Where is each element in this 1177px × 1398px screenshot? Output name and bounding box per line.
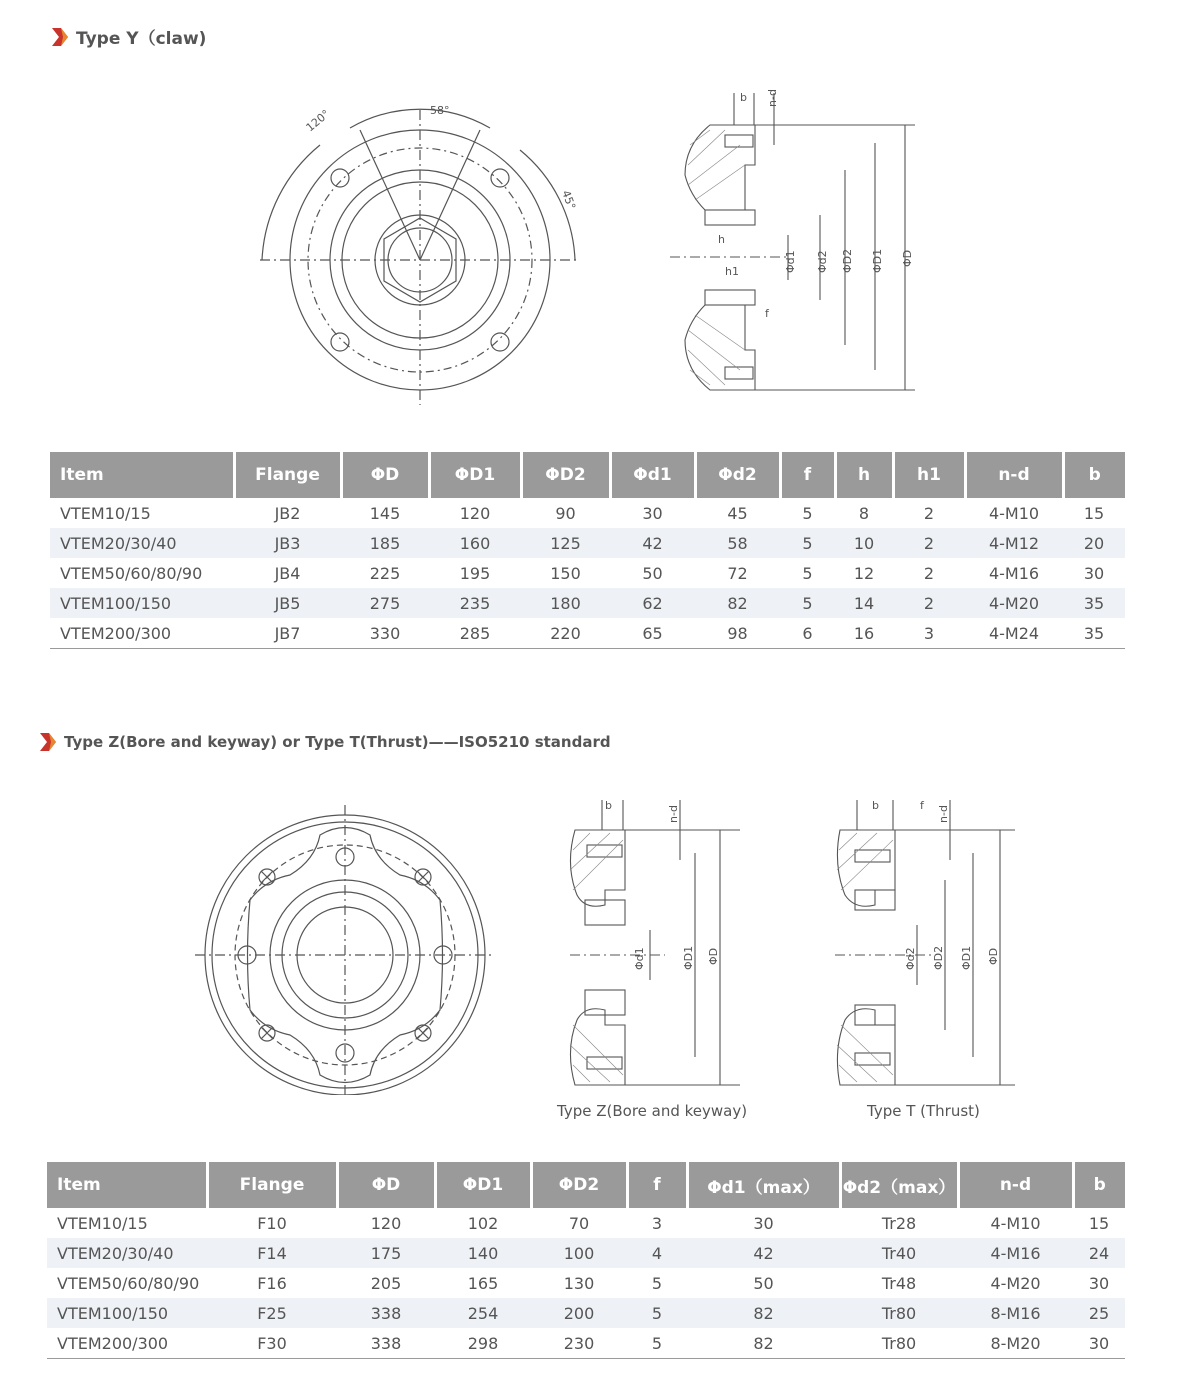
table-cell: 200 xyxy=(531,1298,627,1328)
table-cell: 30 xyxy=(753,1213,774,1233)
table-cell: 4-M16 xyxy=(988,563,1040,583)
table-cell: VTEM10/15 xyxy=(60,503,151,523)
table-cell: VTEM50/60/80/90 xyxy=(60,563,203,583)
column-header: n-d xyxy=(958,1162,1073,1208)
dim-b-label: b xyxy=(872,799,879,812)
column-header: Φd2 xyxy=(695,452,780,498)
column-header: ΦD xyxy=(341,452,429,498)
table-cell: VTEM200/300 xyxy=(50,618,234,649)
dim-d1-label: Φd1 xyxy=(784,250,797,273)
table-cell: VTEM20/30/40 xyxy=(47,1238,207,1268)
table-cell: 180 xyxy=(521,588,610,618)
table-cell: 30 xyxy=(1083,563,1105,583)
table-cell: 165 xyxy=(467,1273,499,1293)
dim-h1-label: h1 xyxy=(725,265,739,278)
table-cell: 4-M24 xyxy=(965,618,1063,649)
table-cell: 120 xyxy=(370,1213,402,1233)
table-cell: 140 xyxy=(435,1238,531,1268)
dim-d2-label: Φd2 xyxy=(904,947,917,970)
chevron-arrow-icon xyxy=(40,733,56,751)
dim-h-label: h xyxy=(718,233,725,246)
table-cell: 8 xyxy=(858,503,870,523)
dim-b-label: b xyxy=(740,91,747,104)
table-cell: 50 xyxy=(753,1273,774,1293)
type-t-section-view-diagram xyxy=(825,795,1025,1095)
table-cell: 35 xyxy=(1063,618,1125,649)
column-header: ΦD1 xyxy=(435,1162,531,1208)
column-header: h xyxy=(835,452,893,498)
table-cell: 42 xyxy=(687,1238,840,1268)
table-cell: 100 xyxy=(531,1238,627,1268)
table-cell: F30 xyxy=(207,1328,337,1359)
table-cell: 160 xyxy=(429,528,521,558)
column-header: Item xyxy=(47,1162,207,1208)
table-cell: 12 xyxy=(853,563,875,583)
table-cell: 150 xyxy=(550,563,581,583)
column-header: ΦD1 xyxy=(429,452,521,498)
dim-D1-label: ΦD1 xyxy=(682,945,695,970)
column-header: ΦD xyxy=(337,1162,435,1208)
table-cell: F10 xyxy=(257,1213,287,1233)
dim-D2-label: ΦD2 xyxy=(841,248,854,273)
table-row xyxy=(47,1298,1125,1328)
table-cell: 195 xyxy=(459,563,491,583)
table-cell: 2 xyxy=(923,563,935,583)
dim-nd-label: n-d xyxy=(766,89,779,107)
column-header: ΦD2 xyxy=(521,452,610,498)
table-row xyxy=(50,528,1125,558)
column-header: Item xyxy=(50,452,234,498)
table-cell: 175 xyxy=(337,1238,435,1268)
table-cell: 58 xyxy=(695,528,780,558)
table-cell: 16 xyxy=(835,618,893,649)
dim-D-label: ΦD xyxy=(707,947,720,965)
dim-b-label: b xyxy=(605,799,612,812)
table-row xyxy=(47,1208,1125,1238)
column-header: Φd1 xyxy=(610,452,695,498)
section-title-type-y xyxy=(52,24,206,49)
table-cell: 102 xyxy=(467,1213,499,1233)
dim-f-label: f xyxy=(920,799,924,812)
table-cell: 130 xyxy=(563,1273,595,1293)
table-cell: VTEM20/30/40 xyxy=(50,528,234,558)
table-cell: 8-M20 xyxy=(958,1328,1073,1359)
table-cell: 98 xyxy=(695,618,780,649)
table-row xyxy=(50,498,1125,528)
table-cell: 24 xyxy=(1073,1238,1125,1268)
angle-58-label: 58° xyxy=(430,104,450,117)
table-cell: 125 xyxy=(521,528,610,558)
dim-d1-label: Φd1 xyxy=(633,947,646,970)
section-title-text: Type Z(Bore and keyway) or Type T(Thrust)——ISO5210 standard xyxy=(64,733,611,751)
table-cell: 15 xyxy=(1083,503,1105,523)
table-row xyxy=(50,588,1125,618)
table-cell: 4-M16 xyxy=(958,1238,1073,1268)
table-row xyxy=(47,1268,1125,1298)
table-cell: 90 xyxy=(555,503,576,523)
section-title-type-z xyxy=(40,733,611,751)
table-cell: 35 xyxy=(1063,588,1125,618)
table-cell: 5 xyxy=(780,588,835,618)
type-y-spec-table xyxy=(50,452,1125,649)
table-cell: 338 xyxy=(337,1298,435,1328)
dim-d2-label: Φd2 xyxy=(816,250,829,273)
table-cell: 5 xyxy=(627,1298,687,1328)
table-cell: 14 xyxy=(835,588,893,618)
table-cell: Tr80 xyxy=(840,1328,958,1359)
table-cell: 30 xyxy=(1088,1273,1110,1293)
dim-D1-label: ΦD1 xyxy=(871,248,884,273)
table-cell: 330 xyxy=(341,618,429,649)
column-header: h1 xyxy=(893,452,965,498)
table-cell: 5 xyxy=(627,1328,687,1359)
table-cell: 145 xyxy=(369,503,401,523)
angle-120-label: 120° xyxy=(303,107,333,135)
table-cell: 4-M10 xyxy=(988,503,1040,523)
table-cell: 6 xyxy=(780,618,835,649)
table-row xyxy=(50,618,1125,649)
table-cell: 4-M12 xyxy=(965,528,1063,558)
table-cell: 3 xyxy=(651,1213,663,1233)
angle-45-label: 45° xyxy=(559,188,579,212)
column-header: Flange xyxy=(207,1162,337,1208)
table-cell: 225 xyxy=(369,563,401,583)
table-cell: 62 xyxy=(610,588,695,618)
table-cell: 25 xyxy=(1073,1298,1125,1328)
table-cell: VTEM200/300 xyxy=(47,1328,207,1359)
table-cell: 15 xyxy=(1088,1213,1110,1233)
table-row xyxy=(50,558,1125,588)
table-cell: 20 xyxy=(1063,528,1125,558)
table-cell: Tr80 xyxy=(840,1298,958,1328)
table-cell: 10 xyxy=(835,528,893,558)
table-cell: F16 xyxy=(257,1273,287,1293)
table-row xyxy=(47,1238,1125,1268)
table-cell: 205 xyxy=(370,1273,402,1293)
table-cell: 185 xyxy=(341,528,429,558)
column-header: f xyxy=(780,452,835,498)
dim-D-label: ΦD xyxy=(987,947,1000,965)
table-row xyxy=(47,1328,1125,1359)
table-cell: 5 xyxy=(802,563,813,583)
table-cell: 275 xyxy=(341,588,429,618)
table-cell: 2 xyxy=(893,528,965,558)
dim-nd-label: n-d xyxy=(937,805,950,823)
table-cell: 338 xyxy=(337,1328,435,1359)
table-cell: 230 xyxy=(531,1328,627,1359)
table-cell: 4-M20 xyxy=(965,588,1063,618)
type-y-front-view-diagram xyxy=(250,90,590,410)
column-header: Φd1（max） xyxy=(687,1162,840,1208)
table-cell: 42 xyxy=(610,528,695,558)
table-cell: JB3 xyxy=(234,528,341,558)
table-cell: 82 xyxy=(695,588,780,618)
table-cell: 45 xyxy=(727,503,748,523)
table-cell: JB7 xyxy=(234,618,341,649)
table-cell: 65 xyxy=(610,618,695,649)
table-cell: 254 xyxy=(435,1298,531,1328)
table-cell: VTEM100/150 xyxy=(47,1298,207,1328)
dim-nd-label: n-d xyxy=(667,805,680,823)
table-cell: Tr48 xyxy=(881,1273,917,1293)
table-cell: 2 xyxy=(923,503,935,523)
dim-f-label: f xyxy=(765,307,769,320)
dim-D-label: ΦD xyxy=(901,249,914,267)
table-header-row xyxy=(47,1162,1125,1208)
table-header-row xyxy=(50,452,1125,498)
table-cell: 8-M16 xyxy=(958,1298,1073,1328)
table-cell: 2 xyxy=(893,588,965,618)
chevron-arrow-icon xyxy=(52,28,68,46)
table-cell: 5 xyxy=(780,528,835,558)
table-cell: 285 xyxy=(429,618,521,649)
table-cell: 30 xyxy=(642,503,663,523)
table-cell: VTEM50/60/80/90 xyxy=(57,1273,200,1293)
table-cell: 235 xyxy=(429,588,521,618)
table-cell: 70 xyxy=(568,1213,590,1233)
table-cell: VTEM100/150 xyxy=(50,588,234,618)
table-cell: JB4 xyxy=(274,563,301,583)
table-cell: Tr28 xyxy=(881,1213,917,1233)
table-cell: 82 xyxy=(687,1298,840,1328)
column-header: b xyxy=(1063,452,1125,498)
column-header: b xyxy=(1073,1162,1125,1208)
table-cell: 30 xyxy=(1073,1328,1125,1359)
table-cell: F14 xyxy=(207,1238,337,1268)
table-cell: 3 xyxy=(893,618,965,649)
type-z-section-view-diagram xyxy=(555,795,755,1095)
table-cell: 4-M20 xyxy=(990,1273,1041,1293)
table-cell: F25 xyxy=(207,1298,337,1328)
section-title-text: Type Y（claw) xyxy=(76,29,207,49)
type-z-caption: Type Z(Bore and keyway) xyxy=(557,1102,748,1120)
table-cell: 220 xyxy=(521,618,610,649)
table-cell: 72 xyxy=(727,563,748,583)
type-t-caption: Type T (Thrust) xyxy=(867,1102,980,1120)
dim-D1-label: ΦD1 xyxy=(960,945,973,970)
table-cell: 4-M10 xyxy=(990,1213,1041,1233)
column-header: n-d xyxy=(965,452,1063,498)
table-cell: 50 xyxy=(642,563,663,583)
table-cell: JB2 xyxy=(274,503,301,523)
dim-D2-label: ΦD2 xyxy=(932,945,945,970)
table-cell: 120 xyxy=(459,503,491,523)
table-cell: 82 xyxy=(687,1328,840,1359)
column-header: Φd2（max） xyxy=(840,1162,958,1208)
table-cell: JB5 xyxy=(234,588,341,618)
type-y-section-view-diagram xyxy=(670,85,920,395)
column-header: f xyxy=(627,1162,687,1208)
table-cell: Tr40 xyxy=(840,1238,958,1268)
column-header: ΦD2 xyxy=(531,1162,627,1208)
table-cell: 5 xyxy=(802,503,813,523)
table-cell: 298 xyxy=(435,1328,531,1359)
type-z-front-view-diagram xyxy=(195,805,500,1095)
table-cell: VTEM10/15 xyxy=(57,1213,148,1233)
table-cell: 5 xyxy=(651,1273,663,1293)
column-header: Flange xyxy=(234,452,341,498)
table-cell: 4 xyxy=(627,1238,687,1268)
type-z-spec-table xyxy=(47,1162,1125,1359)
